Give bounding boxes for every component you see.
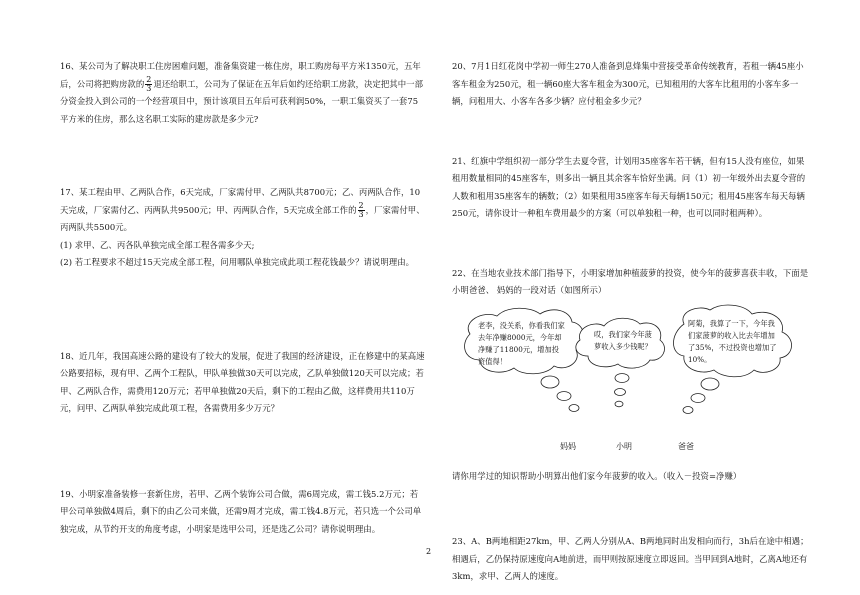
question-18 [60, 348, 425, 418]
question-16 [60, 58, 425, 128]
page-number: 2 [426, 547, 432, 556]
mom-label: 妈妈 [560, 441, 577, 451]
question-17-text-part1: 17、某工程由甲、乙两队合作，6天完成，厂家需付甲、乙两队共8700元；乙、丙两队合作，10天完成，厂家需付乙、丙两队共9500元；甲、丙两队合作，5天完成全部工作的 [60, 187, 421, 215]
question-16-text-part1: 16、某公司为了解决职工住房困难问题，准备集资建一栋住房，职工购房每平方米1350元，五年后，公司将把购房款的 [60, 61, 421, 89]
left-column [60, 50, 425, 538]
dad-bubble-text: 阿菊，我算了一下，今年我们家菠萝的收入比去年增加了35%，不过投资也增加了10%。 [688, 318, 777, 364]
mom-bubble-text: 老李，没关系，你看我们家去年净赚8000元，今年却净赚了11800元，增加投资值得！ [478, 320, 565, 366]
dad-label: 爸爸 [678, 441, 695, 451]
question-17-sub2: (2) 若工程要求不超过15天完成全部工程，问用哪队单独完成此项工程花钱最少？请说明理由。 [60, 257, 415, 267]
question-23 [452, 533, 812, 586]
question-16-text-part2: 退还给职工，公司为了保证在五年后如约还给职工房款，决定把其中一部分资金投入到公司的一个经营项目中，预计该项目五年后可获利润50%，一职工集资买了一套75平方米的住房，那么这名职工实际的建房款是多少元? [60, 78, 423, 124]
question-21 [452, 153, 812, 223]
question-20 [452, 58, 812, 111]
question-22 [452, 265, 812, 486]
question-17-sub1: (1) 求甲、乙、丙各队单独完成全部工程各需多少天; [60, 239, 255, 250]
question-19-text: 19、小明家准备装修一套新住房，若甲、乙两个装饰公司合做，需6周完成，需工钱5.2万元；若甲公司单独做4周后，剩下的由乙公司来做，还需9周才完成，需工钱4.8万元，若只选一个公司单独完成，从节约开支的角度考虑，小明家是选甲公司，还是选乙公司？请你说明理由。 [60, 488, 422, 534]
question-21-text: 21、红旗中学组织初一部分学生去夏令营，计划用35座客车若干辆，但有15人没有座位，如果租用数量相同的45座客车，则多出一辆且其余客车恰好坐满。问（1）初一年级外出去夏令营的人数和租用35座客车的辆数；（2）如果租用35座客车每天每辆150元；租用45座客车每天每辆250元，请你设计一种租车费用最少的方案（可以单独租一种，也可以同时租两种）。 [452, 155, 806, 218]
fraction: $\frac{2}{3}$ [146, 74, 152, 93]
question-17 [60, 184, 425, 272]
question-22-question: 请你用学过的知识帮助小明算出他们家今年菠萝的收入。（收入－投资=净赚） [452, 470, 742, 481]
xiaoming-bubble-text: 哎，我们家今年菠萝收入多少钱呢？ [594, 329, 652, 351]
question-23-text: 23、A、B两地相距27km，甲、乙两人分别从A、B两地同时出发相向而行，3h后在途中相遇；相遇后，乙仍保持原速度向A地前进，而甲则按原速度立即返回。当甲回到A地时，乙离A地还有3km，求甲、乙两人的速度。 [452, 536, 809, 581]
dialogue-illustration [452, 304, 812, 464]
question-17-text-part2: ，厂家需付甲、丙两队共5500元。 [60, 204, 425, 232]
right-column [452, 50, 812, 586]
xiaoming-label: 小明 [616, 441, 633, 451]
question-19 [60, 486, 425, 539]
question-18-text: 18、近几年，我国高速公路的建设有了较大的发展，促进了我国的经济建设，正在修建中的某高速公路要招标，现有甲、乙两个工程队，甲队单独做30天可以完成，乙队单独做120天可以完成；若甲、乙两队合作，需费用120万元；若甲单独做20天后，剩下的工程由乙做，这样费用共110万元，问甲、乙两队单独完成此项工程，各需费用多少万元？ [60, 350, 425, 413]
question-22-intro: 22、在当地农业技术部门指导下，小明家增加种植菠萝的投资，使今年的菠萝喜获丰收，下面是小明爸爸、 妈妈的一段对话（如图所示） [452, 267, 809, 295]
fraction: $\frac{2}{3}$ [358, 200, 364, 219]
question-20-text: 20、7月1日红花岗中学初一师生270人准备到息烽集中营接受革命传统教育，若租一辆45座小客车租金为250元，租一辆60座大客车租金为300元，已知租用的大客车比租用的小客车多一辆，问租用大、小客车各多少辆？应付租金多少元？ [452, 61, 804, 106]
